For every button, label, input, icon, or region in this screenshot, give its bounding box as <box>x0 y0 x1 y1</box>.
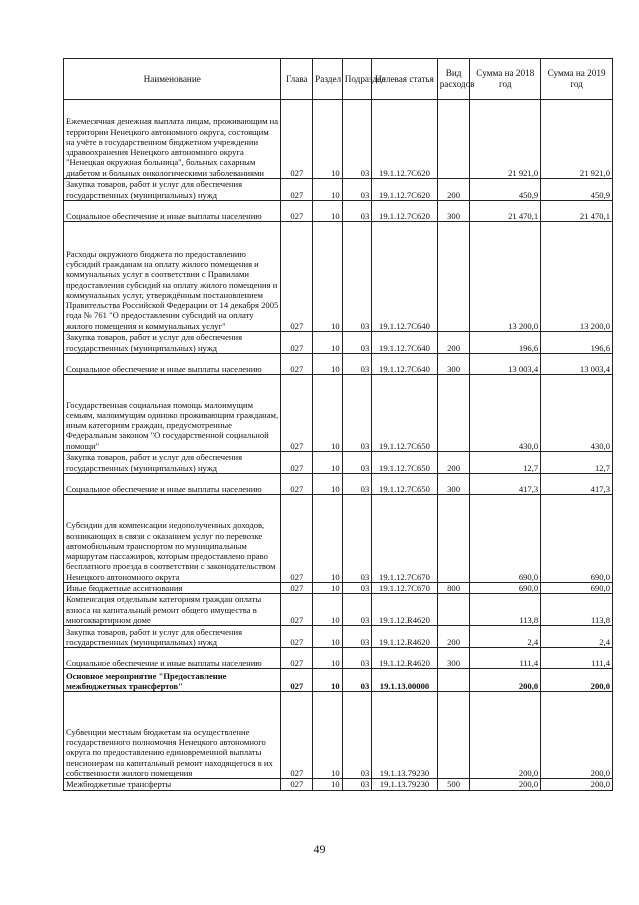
row-subsection: 03 <box>342 201 372 222</box>
row-sum-2019: 417,3 <box>541 474 613 495</box>
row-expense-type: 200 <box>437 179 470 201</box>
row-expense-type: 200 <box>437 452 470 474</box>
table-row <box>64 332 613 354</box>
row-name: Социальное обеспечение и иные выплаты населению <box>64 474 281 495</box>
row-chapter: 027 <box>281 452 313 474</box>
row-sum-2019: 2,4 <box>541 626 613 648</box>
row-name: Закупка товаров, работ и услуг для обеспечения государственных (муниципальных) нужд <box>64 626 281 648</box>
row-name: Расходы окружного бюджета по предоставлению субсидий гражданам на оплату жилого помещения и коммунальных услуг в соответствии с Правилами предоставления субсидий на оплату жилого помещения и коммунальных услуг, утверждённым постановлением Правительства Российской Федерации от 14 декабря 2005 года № 761 "О предоставлении субсидий на оплату жилого помещения и коммунальных услуг" <box>64 222 281 332</box>
row-target: 19.1.12.7С620 <box>372 100 437 179</box>
row-subsection: 03 <box>342 779 372 790</box>
table-row <box>64 474 613 495</box>
row-chapter: 027 <box>281 354 313 375</box>
row-sum-2018: 417,3 <box>470 474 541 495</box>
table-row <box>64 201 613 222</box>
row-expense-type <box>437 222 470 332</box>
header-row <box>64 59 613 100</box>
row-chapter: 027 <box>281 474 313 495</box>
header-sum-2019: Сумма на 2019 год <box>541 59 613 100</box>
row-expense-type: 300 <box>437 201 470 222</box>
row-target: 19.1.12.R4620 <box>372 626 437 648</box>
row-target: 19.1.13.00000 <box>372 669 437 692</box>
row-sum-2018: 200,0 <box>470 692 541 779</box>
row-section: 10 <box>313 474 343 495</box>
row-section: 10 <box>313 375 343 452</box>
row-expense-type: 300 <box>437 354 470 375</box>
table-row <box>64 354 613 375</box>
header-sum-2018: Сумма на 2018 год <box>470 59 541 100</box>
row-chapter: 027 <box>281 332 313 354</box>
header-chapter: Глава <box>281 59 313 100</box>
row-sum-2018: 690,0 <box>470 583 541 594</box>
row-target: 19.1.12.7С650 <box>372 474 437 495</box>
row-sum-2018: 13 003,4 <box>470 354 541 375</box>
row-target: 19.1.12.7С640 <box>372 354 437 375</box>
row-target: 19.1.12.7С650 <box>372 375 437 452</box>
row-expense-type: 200 <box>437 332 470 354</box>
row-sum-2019: 13 003,4 <box>541 354 613 375</box>
header-section: Раздел <box>313 59 343 100</box>
row-target: 19.1.13.79230 <box>372 692 437 779</box>
row-name: Социальное обеспечение и иные выплаты населению <box>64 201 281 222</box>
row-section: 10 <box>313 332 343 354</box>
row-subsection: 03 <box>342 222 372 332</box>
table-row <box>64 495 613 583</box>
row-target: 19.1.13.79230 <box>372 779 437 790</box>
row-chapter: 027 <box>281 375 313 452</box>
row-chapter: 027 <box>281 626 313 648</box>
row-expense-type <box>437 100 470 179</box>
row-sum-2019: 200,0 <box>541 692 613 779</box>
header-target: Целевая статья <box>372 59 437 100</box>
row-subsection: 03 <box>342 692 372 779</box>
row-target: 19.1.12.7С670 <box>372 495 437 583</box>
row-sum-2019: 690,0 <box>541 583 613 594</box>
header-expense-type: Вид расходов <box>437 59 470 100</box>
row-chapter: 027 <box>281 669 313 692</box>
row-chapter: 027 <box>281 495 313 583</box>
table-row <box>64 626 613 648</box>
row-subsection: 03 <box>342 375 372 452</box>
row-sum-2019: 450,9 <box>541 179 613 201</box>
row-target: 19.1.12.7С670 <box>372 583 437 594</box>
row-name: Компенсация отдельным категориям граждан оплаты взноса на капитальный ремонт общего имущества в многоквартирном доме <box>64 594 281 626</box>
row-name: Ежемесячная денежная выплата лицам, проживающим на территории Ненецкого автономного округа, состоящим на учёте в государственном бюджетном учреждении здравоохранения Ненецкого автономного округа "Ненецкая окружная больница", больных сахарным диабетом и больных онкологическими заболеваниями <box>64 100 281 179</box>
row-target: 19.1.12.7С640 <box>372 222 437 332</box>
row-target: 19.1.12.7С620 <box>372 201 437 222</box>
row-sum-2019: 196,6 <box>541 332 613 354</box>
table-row <box>64 100 613 179</box>
row-chapter: 027 <box>281 100 313 179</box>
row-name: Межбюджетные трансферты <box>64 779 281 790</box>
row-sum-2019: 200,0 <box>541 669 613 692</box>
row-name: Закупка товаров, работ и услуг для обеспечения государственных (муниципальных) нужд <box>64 179 281 201</box>
row-name: Закупка товаров, работ и услуг для обеспечения государственных (муниципальных) нужд <box>64 452 281 474</box>
row-section: 10 <box>313 201 343 222</box>
row-sum-2018: 13 200,0 <box>470 222 541 332</box>
row-sum-2019: 21 921,0 <box>541 100 613 179</box>
row-section: 10 <box>313 648 343 669</box>
row-subsection: 03 <box>342 100 372 179</box>
row-expense-type: 300 <box>437 648 470 669</box>
row-expense-type: 800 <box>437 583 470 594</box>
row-section: 10 <box>313 583 343 594</box>
row-expense-type: 500 <box>437 779 470 790</box>
row-expense-type <box>437 594 470 626</box>
row-chapter: 027 <box>281 583 313 594</box>
row-subsection: 03 <box>342 495 372 583</box>
row-name: Субвенции местным бюджетам на осуществление государственного полномочия Ненецкого автономного округа по предоставлению единовременной выплаты пенсионерам на капитальный ремонт находящегося в их собственности жилого помещения <box>64 692 281 779</box>
header-subsection: Подраздел <box>342 59 372 100</box>
row-section: 10 <box>313 692 343 779</box>
row-sum-2019: 430,0 <box>541 375 613 452</box>
row-section: 10 <box>313 354 343 375</box>
row-sum-2018: 111,4 <box>470 648 541 669</box>
row-sum-2018: 21 470,1 <box>470 201 541 222</box>
table-row <box>64 594 613 626</box>
row-section: 10 <box>313 594 343 626</box>
table-row <box>64 669 613 692</box>
page-number: 49 <box>313 842 326 856</box>
row-subsection: 03 <box>342 332 372 354</box>
header-name: Наименование <box>64 59 281 100</box>
row-subsection: 03 <box>342 179 372 201</box>
row-section: 10 <box>313 222 343 332</box>
row-name: Основное мероприятие "Предоставление межбюджетных трансфертов" <box>64 669 281 692</box>
row-section: 10 <box>313 779 343 790</box>
table-row <box>64 179 613 201</box>
row-name: Субсидии для компенсации недополученных доходов, возникающих в связи с оказанием услуг по перевозке автомобильным транспортом по муниципальным маршрутам пассажиров, которым предоставлено право бесплатного проезда в соответствии с законодательством Ненецкого автономного округа <box>64 495 281 583</box>
row-expense-type <box>437 692 470 779</box>
table-row <box>64 779 613 790</box>
row-target: 19.1.12.7С640 <box>372 332 437 354</box>
table-row <box>64 583 613 594</box>
row-target: 19.1.12.R4620 <box>372 594 437 626</box>
row-section: 10 <box>313 179 343 201</box>
row-sum-2019: 12,7 <box>541 452 613 474</box>
row-chapter: 027 <box>281 222 313 332</box>
row-section: 10 <box>313 669 343 692</box>
row-subsection: 03 <box>342 648 372 669</box>
row-sum-2018: 196,6 <box>470 332 541 354</box>
table-row <box>64 375 613 452</box>
row-name: Закупка товаров, работ и услуг для обеспечения государственных (муниципальных) нужд <box>64 332 281 354</box>
row-sum-2018: 690,0 <box>470 495 541 583</box>
row-section: 10 <box>313 452 343 474</box>
row-subsection: 03 <box>342 354 372 375</box>
row-chapter: 027 <box>281 179 313 201</box>
row-subsection: 03 <box>342 626 372 648</box>
row-chapter: 027 <box>281 201 313 222</box>
row-subsection: 03 <box>342 474 372 495</box>
row-sum-2018: 200,0 <box>470 779 541 790</box>
row-sum-2018: 2,4 <box>470 626 541 648</box>
row-subsection: 03 <box>342 583 372 594</box>
row-sum-2019: 13 200,0 <box>541 222 613 332</box>
row-section: 10 <box>313 495 343 583</box>
row-chapter: 027 <box>281 594 313 626</box>
row-expense-type <box>437 375 470 452</box>
row-sum-2019: 111,4 <box>541 648 613 669</box>
row-sum-2018: 21 921,0 <box>470 100 541 179</box>
row-subsection: 03 <box>342 594 372 626</box>
row-sum-2019: 690,0 <box>541 495 613 583</box>
row-target: 19.1.12.R4620 <box>372 648 437 669</box>
row-sum-2018: 450,9 <box>470 179 541 201</box>
row-subsection: 03 <box>342 452 372 474</box>
row-chapter: 027 <box>281 648 313 669</box>
row-expense-type <box>437 669 470 692</box>
row-name: Социальное обеспечение и иные выплаты населению <box>64 648 281 669</box>
row-target: 19.1.12.7С620 <box>372 179 437 201</box>
row-sum-2018: 12,7 <box>470 452 541 474</box>
row-sum-2018: 113,8 <box>470 594 541 626</box>
budget-table <box>63 58 613 791</box>
row-name: Иные бюджетные ассигнования <box>64 583 281 594</box>
row-subsection: 03 <box>342 669 372 692</box>
row-sum-2018: 200,0 <box>470 669 541 692</box>
row-target: 19.1.12.7С650 <box>372 452 437 474</box>
row-section: 10 <box>313 100 343 179</box>
table-row <box>64 452 613 474</box>
row-name: Государственная социальная помощь малоимущим семьям, малоимущим одиноко проживающим гражданам, иным категориям граждан, предусмотренные Федеральным законом "О государственной социальной помощи" <box>64 375 281 452</box>
row-expense-type <box>437 495 470 583</box>
row-sum-2018: 430,0 <box>470 375 541 452</box>
row-expense-type: 200 <box>437 626 470 648</box>
row-sum-2019: 200,0 <box>541 779 613 790</box>
table-row <box>64 692 613 779</box>
row-expense-type: 300 <box>437 474 470 495</box>
row-chapter: 027 <box>281 779 313 790</box>
row-name: Социальное обеспечение и иные выплаты населению <box>64 354 281 375</box>
table-row <box>64 648 613 669</box>
row-chapter: 027 <box>281 692 313 779</box>
row-section: 10 <box>313 626 343 648</box>
row-sum-2019: 113,8 <box>541 594 613 626</box>
row-sum-2019: 21 470,1 <box>541 201 613 222</box>
table-row <box>64 222 613 332</box>
